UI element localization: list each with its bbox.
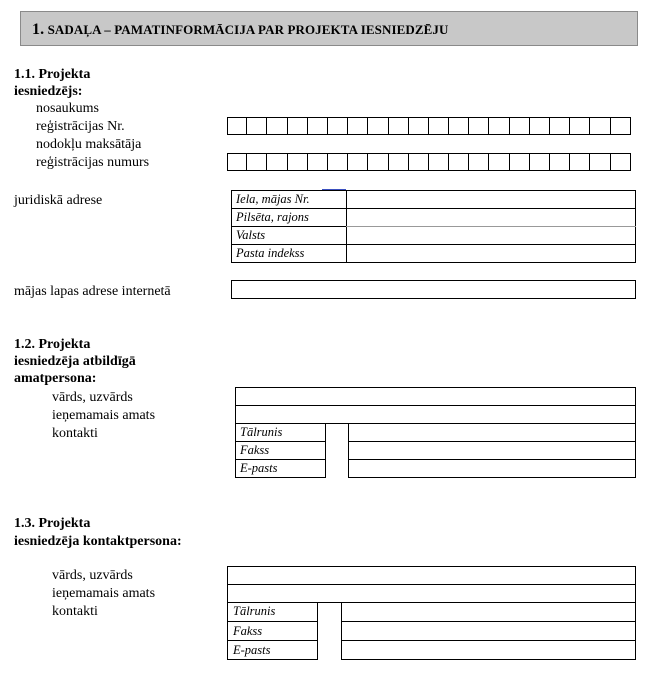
s12-fax-input[interactable]: [350, 442, 635, 458]
s11-heading-line1: 1.1. Projekta: [14, 67, 91, 82]
divider: [227, 640, 318, 641]
s12-name-label: vārds, uzvārds: [52, 390, 133, 405]
s12-phone-input[interactable]: [350, 424, 635, 440]
s13-position-input[interactable]: [227, 584, 636, 603]
s11-name-label: nosaukums: [36, 101, 99, 116]
tax-digit-box[interactable]: [469, 153, 489, 171]
s12-fax-label: Fakss: [240, 443, 270, 457]
tax-digit-box[interactable]: [449, 153, 469, 171]
tax-digit-box[interactable]: [429, 153, 449, 171]
reg-digit-box[interactable]: [328, 117, 348, 135]
reg-digit-box[interactable]: [550, 117, 570, 135]
reg-digit-box[interactable]: [227, 117, 247, 135]
address-city-label: Pilsēta, rajons: [236, 210, 309, 224]
tax-digit-box[interactable]: [368, 153, 388, 171]
s11-reg-label: reģistrācijas Nr.: [36, 119, 125, 134]
s13-contacts-label: kontakti: [52, 604, 98, 619]
address-postcode-input[interactable]: [348, 245, 635, 262]
reg-digit-box[interactable]: [409, 117, 429, 135]
reg-digit-box[interactable]: [368, 117, 388, 135]
reg-digit-box[interactable]: [288, 117, 308, 135]
reg-digit-box[interactable]: [348, 117, 368, 135]
reg-digit-box[interactable]: [530, 117, 550, 135]
tax-digit-box[interactable]: [550, 153, 570, 171]
tax-digit-box[interactable]: [288, 153, 308, 171]
tax-digit-box[interactable]: [489, 153, 509, 171]
reg-digit-box[interactable]: [308, 117, 328, 135]
address-country-input[interactable]: [348, 227, 635, 243]
s13-email-label: E-pasts: [233, 643, 271, 657]
reg-digit-box[interactable]: [611, 117, 631, 135]
address-street-label: Iela, mājas Nr.: [236, 192, 310, 206]
s11-heading-line2: iesniedzējs:: [14, 84, 83, 99]
s13-name-label: vārds, uzvārds: [52, 568, 133, 583]
address-postcode-label: Pasta indekss: [236, 246, 305, 260]
reg-digit-box[interactable]: [449, 117, 469, 135]
reg-digit-box[interactable]: [570, 117, 590, 135]
tax-digit-box[interactable]: [530, 153, 550, 171]
reg-digit-box[interactable]: [590, 117, 610, 135]
s13-fax-label: Fakss: [233, 624, 263, 638]
divider: [235, 441, 326, 442]
divider: [235, 459, 326, 460]
reg-digit-box[interactable]: [247, 117, 267, 135]
s12-email-input[interactable]: [350, 460, 635, 477]
address-street-input[interactable]: [348, 191, 635, 207]
address-country-label: Valsts: [236, 228, 266, 242]
s12-email-label: E-pasts: [240, 461, 278, 475]
s12-name-input[interactable]: [235, 387, 636, 406]
section-number: 1.: [32, 21, 45, 38]
s12-position-input[interactable]: [235, 405, 636, 424]
legal-address-label: juridiskā adrese: [14, 193, 103, 208]
tax-digit-box[interactable]: [328, 153, 348, 171]
reg-digit-box[interactable]: [469, 117, 489, 135]
website-input[interactable]: [231, 280, 636, 299]
s11-tax-label-line1: nodokļu maksātāja: [36, 137, 142, 152]
reg-digit-box[interactable]: [429, 117, 449, 135]
section-title-text: SADAĻA – PAMATINFORMĀCIJA PAR PROJEKTA IESNIEDZĒJU: [47, 22, 449, 37]
reg-digit-box[interactable]: [267, 117, 287, 135]
s13-name-input[interactable]: [227, 566, 636, 585]
tax-digit-box[interactable]: [348, 153, 368, 171]
tax-digit-box[interactable]: [267, 153, 287, 171]
section-header: [20, 11, 638, 46]
tax-number-boxes[interactable]: [227, 153, 631, 171]
divider: [227, 621, 318, 622]
tax-digit-box[interactable]: [409, 153, 429, 171]
tax-digit-box[interactable]: [308, 153, 328, 171]
divider: [231, 226, 346, 227]
reg-number-boxes[interactable]: [227, 117, 631, 135]
s13-heading-line1: 1.3. Projekta: [14, 516, 91, 531]
s12-heading-line1: 1.2. Projekta: [14, 337, 91, 352]
tax-digit-box[interactable]: [389, 153, 409, 171]
tax-digit-box[interactable]: [590, 153, 610, 171]
tax-digit-box[interactable]: [570, 153, 590, 171]
address-city-input[interactable]: [348, 209, 635, 225]
s13-position-label: ieņemamais amats: [52, 586, 156, 601]
tax-digit-box[interactable]: [510, 153, 530, 171]
s13-email-input[interactable]: [343, 641, 635, 659]
tax-digit-box[interactable]: [227, 153, 247, 171]
reg-digit-box[interactable]: [489, 117, 509, 135]
reg-digit-box[interactable]: [389, 117, 409, 135]
s12-contacts-label: kontakti: [52, 426, 98, 441]
s12-phone-label: Tālrunis: [240, 425, 283, 439]
s13-phone-input[interactable]: [343, 603, 635, 620]
s13-heading-line2: iesniedzēja kontaktpersona:: [14, 534, 182, 549]
s12-heading-line3: amatpersona:: [14, 371, 97, 386]
reg-digit-box[interactable]: [510, 117, 530, 135]
tax-digit-box[interactable]: [247, 153, 267, 171]
s13-fax-input[interactable]: [343, 622, 635, 639]
s11-tax-label-line2: reģistrācijas numurs: [36, 155, 150, 170]
s12-position-label: ieņemamais amats: [52, 408, 156, 423]
website-label: mājas lapas adrese internetā: [14, 284, 171, 299]
tax-digit-box[interactable]: [611, 153, 631, 171]
s12-heading-line2: iesniedzēja atbildīgā: [14, 354, 136, 369]
s13-phone-label: Tālrunis: [233, 604, 276, 618]
section-title: [32, 21, 449, 39]
